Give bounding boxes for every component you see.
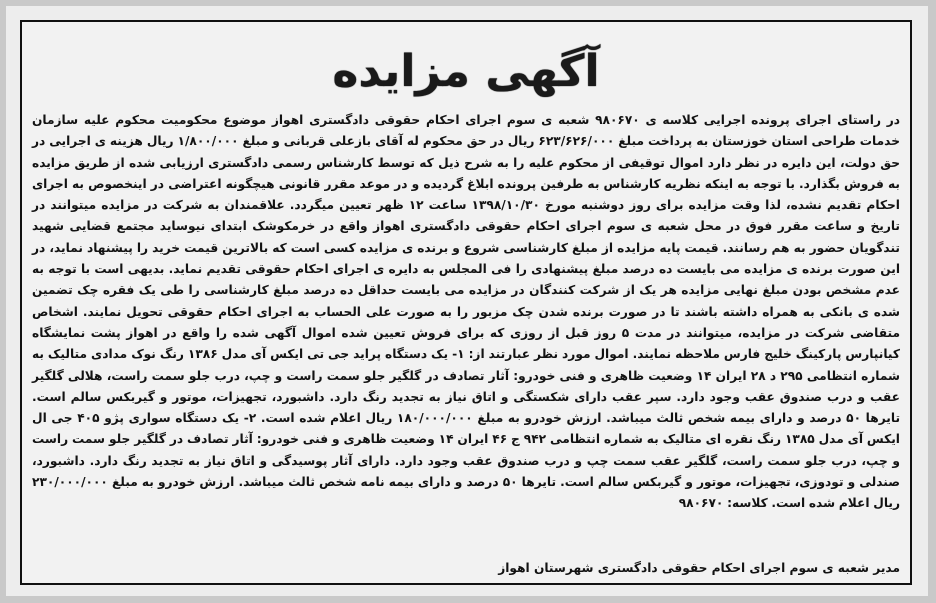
newspaper-page [6,6,928,596]
notice-body [32,110,900,515]
notice-paragraph: در راستای اجرای پرونده اجرایی کلاسه ی ۹۸۰۶۷۰ شعبه ی سوم اجرای احکام حقوقی دادگستری اهواز موضوع محکومیت محکوم علیه سازمان خدمات طراحی استان خوزستان به پرداخت مبلغ ۶۲۳/۶۲۶/۰۰۰ ریال در حق محکوم له آقای بازعلی قربانی و مبلغ ۱/۸۰۰/۰۰۰ ریال هزینه ی اجرایی در حق دولت، این دایره در نظر دارد اموال توقیفی از محکوم علیه را به شرح ذیل که توسط کارشناس رسمی دادگستری ارزیابی شده از طریق مزایده به فروش بگذارد. با توجه به اینکه نظریه کارشناس به طرفین پرونده ابلاغ گردیده و در موعد مقرر قانونی هیچگونه اعتراضی در اینخصوص به اجرای احکام تقدیم نشده، لذا وقت مزایده برای روز دوشنبه مورخ ۱۳۹۸/۱۰/۳۰ ساعت ۱۲ ظهر تعیین میگردد. علاقمندان به شرکت در مزایده میتوانند در تاریخ و ساعت مقرر فوق در محل شعبه ی سوم اجرای احکام حقوقی دادگستری اهواز واقع در خرمکوشک ابتدای نیوساید مجتمع قضایی شهید تندگویان حضور به هم رسانند. قیمت پایه مزایده از مبلغ کارشناسی شروع و برنده ی مزایده کسی است که بالاترین قیمت خرید را پیشنهاد نماید، در این صورت برنده ی مزایده می بایست ده درصد مبلغ پیشنهادی را فی المجلس به دایره ی اجرای احکام حقوقی تقدیم نماید. بدیهی است با توجه به عدم مشخص بودن مبلغ نهایی مزایده هر یک از شرکت کنندگان در مزایده می بایست حداقل ده درصد مبلغ کارشناسی را طی یک فقره چک تضمین شده ی بانکی به همراه داشته باشند تا در صورت برنده شدن چک مزبور را به صورت علی الحساب به اجرای احکام حقوقی تحویل نمایند. اشخاص متقاضی شرکت در مزایده، میتوانند در مدت ۵ روز قبل از روزی که برای فروش تعیین شده اموال آگهی شده را واقع در اهواز پشت نمایشگاه کیانپارس پارکینگ خلیج فارس ملاحظه نمایند. اموال مورد نظر عبارتند از: ۱- یک دستگاه پراید جی تی ایکس آی مدل ۱۳۸۶ رنگ نوک مدادی متالیک به شماره انتظامی ۲۹۵ د ۲۸ ایران ۱۴ وضعیت ظاهری و فنی خودرو: آثار تصادف در گلگیر جلو سمت راست و چپ، درب جلو سمت راست، هلالی گلگیر عقب و درب صندوق عقب وجود دارد. سپر عقب دارای شکستگی و اتاق نیاز به تجدید رنگ دارد. داشبورد، تجهیزات، موتور و گیربکس سالم است. تایرها ۵۰ درصد و دارای بیمه شخص ثالث میباشد. ارزش خودرو به مبلغ ۱۸۰/۰۰۰/۰۰۰ ریال اعلام شده است. ۲- یک دستگاه سواری پژو ۴۰۵ جی ال ایکس آی مدل ۱۳۸۵ رنگ نقره ای متالیک به شماره انتظامی ۹۴۲ ج ۴۶ ایران ۱۴ وضعیت ظاهری و فنی خودرو: آثار تصادف در گلگیر جلو سمت راست و چپ، درب جلو سمت راست، گلگیر عقب سمت چپ و درب صندوق عقب وجود دارد. دارای آثار پوسیدگی و اتاق نیاز به تجدید رنگ دارد. داشبورد، صندلی و تودوزی، تجهیزات، موتور و گیربکس سالم است. تایرها ۵۰ درصد و دارای بیمه نامه شخص ثالث میباشد. ارزش خودرو به مبلغ ۲۳۰/۰۰۰/۰۰۰ ریال اعلام شده است. کلاسه: ۹۸۰۶۷۰ [32,113,901,511]
notice-signature: مدیر شعبه ی سوم اجرای احکام حقوقی دادگستری شهرستان اهواز [498,561,900,575]
title-wrapper [22,44,910,100]
notice-title: آگهی مزایده [332,46,600,97]
auction-notice-box [20,20,912,585]
